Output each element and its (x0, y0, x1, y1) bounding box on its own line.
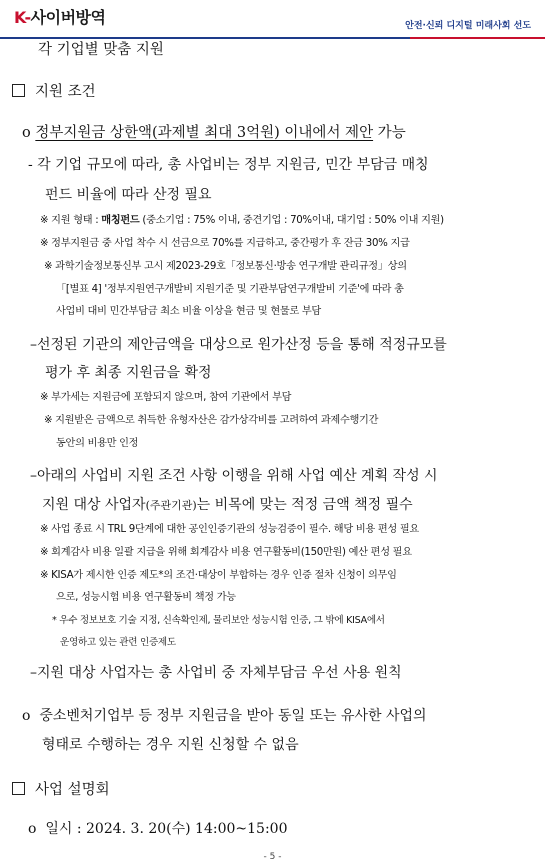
note-line: ※ 사업 종료 시 TRL 9단계에 대한 공인인증기관의 성능검증이 필수. 해당 비용 편성 필요 (40, 524, 419, 535)
note-detail: (중소기업 : 75% 이내, 중견기업 : 70%이내, 대기업 : 50% 이내 지원) (139, 215, 444, 226)
note-line: ※ 과학기술정보통신부 고시 제2023-29호「정보통신·방송 연구개발 관리규정」상의 (44, 261, 407, 272)
section-title-briefing (12, 778, 110, 799)
note-line: 동안의 비용만 인정 (56, 438, 139, 449)
bullet-briefing-datetime (28, 818, 287, 838)
briefing-datetime: 일시 : 2024. 3. 20(수) 14:00~15:00 (45, 821, 288, 837)
header-rule-red (410, 37, 545, 39)
checkbox-square-icon (12, 84, 25, 97)
page-header (0, 0, 545, 40)
text-part-small: (주관기관) (145, 499, 197, 512)
text-part: 지원 대상 사업자 (42, 497, 146, 513)
note-line: ※ 지원받은 금액으로 취득한 유형자산은 감가상각비를 고려하여 과제수행기간 (44, 415, 379, 426)
bullet-text: 중소벤처기업부 등 정부 지원금을 받아 동일 또는 유사한 사업의 (39, 708, 427, 724)
bullet-funding-cap (22, 121, 406, 142)
bullet-marker: o (28, 821, 37, 837)
footnote-line: * 우수 정보보호 기술 지정, 신속확인제, 물리보안 성능시험 인증, 그 밖에 KISA에서 (52, 615, 385, 626)
text-line: 펀드 비율에 따라 산정 필요 (45, 187, 212, 203)
bullet-marker: o (22, 125, 31, 141)
bullet-marker: o (22, 708, 31, 724)
note-line: ※ KISA가 제시한 인증 제도*의 조건·대상이 부합하는 경우 인증 절차 신청이 의무임 (40, 570, 397, 581)
section-title-text: 지원 조건 (35, 84, 96, 100)
text-line: –아래의 사업비 지원 조건 사항 이행을 위해 사업 예산 계획 작성 시 (30, 468, 438, 484)
bullet-duplicate-funding (22, 705, 427, 725)
note-line: ※ 정부지원금 중 사업 착수 시 선금으로 70%를 지급하고, 중간평가 후 잔금 30% 지급 (40, 238, 410, 249)
note-bold: 매칭펀드 (101, 215, 140, 226)
note-line: 사업비 대비 민간부담금 최소 비율 이상을 현금 및 현물로 부담 (56, 306, 321, 317)
note-line: 「[별표 4] '정부지원연구개발비 지원기준 및 기관부담연구개발비 기준'에 따라 총 (56, 284, 404, 295)
text-line: –지원 대상 사업자는 총 사업비 중 자체부담금 우선 사용 원칙 (30, 665, 402, 681)
checkbox-square-icon (12, 782, 25, 795)
note-matching-fund (40, 211, 444, 226)
text-line: 각 기업별 맞춤 지원 (38, 42, 164, 58)
section-title-text: 사업 설명회 (35, 782, 110, 798)
text-part: 는 비목에 맞는 적정 금액 책정 필수 (196, 497, 413, 513)
logo-prefix: K- (14, 8, 31, 27)
page-number: - 5 - (263, 852, 282, 862)
footnote-line: 운영하고 있는 관련 인증제도 (60, 637, 176, 648)
funding-cap-tail: 가능 (373, 125, 406, 141)
note-prefix: ※ 지원 형태 : (40, 215, 102, 226)
section-title-support-conditions (12, 80, 96, 101)
header-tagline: 안전·신뢰 디지털 미래사회 선도 (405, 21, 531, 31)
logo-main: 사이버방역 (30, 8, 106, 27)
note-line: ※ 회계감사 비용 일괄 지급을 위해 회계감사 비용 연구활동비(150만원) 예산 편성 필요 (40, 547, 412, 558)
text-line: - 각 기업 규모에 따라, 총 사업비는 정부 지원금, 민간 부담금 매칭 (28, 157, 429, 173)
note-line: ※ 부가세는 지원금에 포함되지 않으며, 참여 기관에서 부담 (40, 392, 292, 403)
logo (14, 5, 105, 28)
text-line: 평가 후 최종 지원금을 확정 (45, 365, 212, 381)
funding-cap-underlined: 정부지원금 상한액(과제별 최대 3억원) 이내에서 제안 (35, 125, 374, 141)
text-line: –선정된 기관의 제안금액을 대상으로 원가산정 등을 통해 적정규모를 (30, 337, 447, 353)
text-line: 형태로 수행하는 경우 지원 신청할 수 없음 (42, 737, 299, 753)
note-line: 으로, 성능시험 비용 연구활동비 책정 가능 (56, 592, 236, 603)
text-line-budget (42, 494, 413, 514)
